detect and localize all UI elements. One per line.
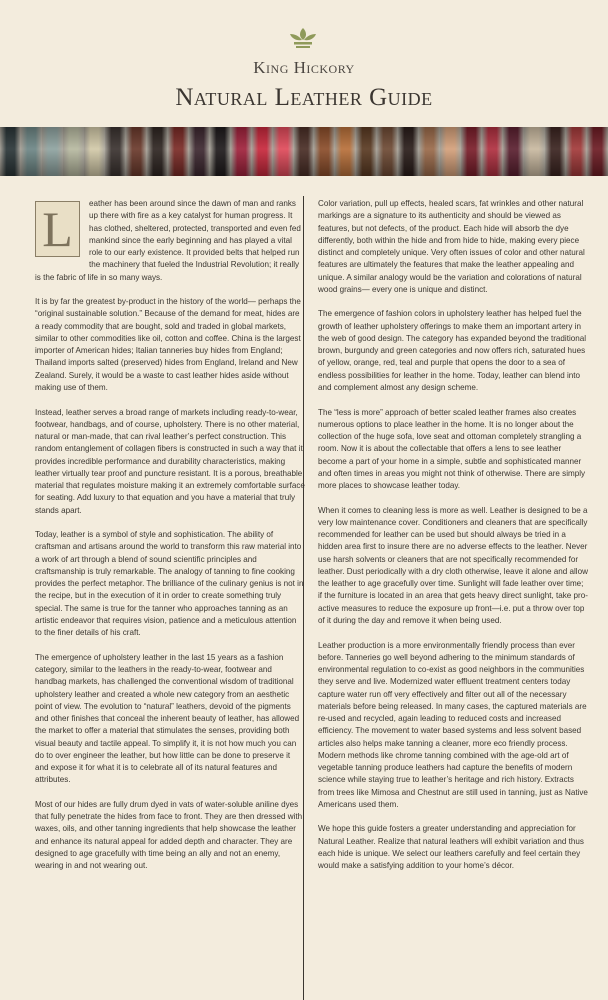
body-paragraph: The emergence of fashion colors in upholstery leather has helped fuel the growth of leather upholstery offerings to make them an important artery in the web of good design. The category has expanded beyond the traditional brown, burgundy and green categories and now offers rich, saturated hues of yellow, orange, red, teal and purple that opens the door to a sea of endless possibilities for leather in the home. Today, leather can blend into and complement almost any design scheme. — [318, 309, 587, 392]
leather-swatch — [587, 127, 608, 176]
leather-swatch — [356, 127, 377, 176]
intro-paragraph-text: eather has been around since the dawn of man and ranks up there with fire as a key catalyst for human progress. It has clothed, sheltered, protected, transported and even fed mankind since the early beginning and has played a vital role to our early existence. It provided belts that helped run the machinery that fueled the Industrial Revolution; it really is the fabric of life in so many ways. — [35, 199, 301, 282]
body-paragraph: Leather production is a more environmentally friendly process than ever before. Tanneries go well beyond adhering to the minimum standards of environmental regulation to co-exist as good neighbors in the communities they serve and live. Modernized water effluent treatment centers today capture water run off very effectively and filter out all of the necessary materials before being released. In many cases, the captured materials are re-used and recycled, again leading to reduced costs and increased efficiency. The movement to water based systems and less solvent based articles also helps make tanning a cleaner, more eco friendly process. Modern methods like chrome tanning combined with the age-old art of vegetable tanning produce leathers had capture the benefits of modern science while staying true to leather’s heritage and rich history. Extracts from trees like Mimosa and Chestnut are still used in tanning, just as Native Americans used them. — [318, 640, 588, 809]
leather-swatch — [294, 127, 314, 176]
body-paragraph: It is by far the greatest by-product in the history of the world— perhaps the “original sustainable solution.” Because of the demand for meat, hides are a ready commodity that are bought, sold and traded in global markets, similar to other commodities like oil, cotton and coffee. China is the largest importer of American hides; Italian tanneries buy hides from England; Thailand imports salted (preserved) hides from England, Ireland and New Zealand. Surely, it would be a waste to cast leather hides aside without making use of them. — [35, 297, 301, 392]
leather-swatch — [482, 127, 503, 176]
leather-swatch — [105, 127, 126, 176]
leaf-crown-icon — [287, 26, 319, 52]
leather-swatch — [168, 127, 189, 176]
right-column — [318, 198, 588, 885]
leather-swatch — [440, 127, 461, 176]
leather-swatch — [566, 127, 587, 176]
leather-swatch — [545, 127, 566, 176]
leather-swatch — [0, 127, 21, 176]
left-column — [35, 198, 305, 885]
body-paragraph: Today, leather is a symbol of style and sophistication. The ability of craftsman and artisans around the world to transform this raw material into a work of art through a blend of sound scientific principles and craftsmanship is truly remarkable. The analogy of tanning to fine cooking provides the perfect metaphor. The brilliance of the culinary genius is not in the recipe, but in the execution of it in order to create something truly special. The same is true for the tanner who approaches tanning as an artistic endeavor that requires vision, patience and a meticulous attention to the finer details of his craft. — [35, 530, 304, 638]
body-paragraph: Most of our hides are fully drum dyed in vats of water-soluble aniline dyes that fully penetrate the hides from face to front. They are then dressed with waxes, oils, and other tanning ingredients that help showcase the leather and enhance its natural appeal for added depth and character. They are designed to age gracefully with time being an ally and not an enemy, wearing in and not wearing out. — [35, 799, 303, 871]
leather-swatch — [377, 127, 398, 176]
leather-swatch — [84, 127, 105, 176]
leather-swatch — [21, 127, 42, 176]
leather-swatch — [335, 127, 356, 176]
body-paragraph: The emergence of upholstery leather in the last 15 years as a fashion category, similar to the leathers in the ready-to-wear, footwear and handbag markets, has challenged the conventional wisdom of traditional upholstery leather and created a whole new category from an aesthetic point of view. The evolution to “natural” leathers, devoid of the pigments and other finishes that conceal the inherent beauty of leather, has allowed the market to offer a material that stimulates the senses, providing both visual beauty and tactile appeal. To simplify it, it is not how much you can do to over engineer the leather, but how little can be done to preserve it and expose it for what it is to celebrate all of its natural features and attributes. — [35, 652, 300, 785]
leather-swatch — [189, 127, 210, 176]
leather-swatch — [252, 127, 273, 176]
leather-swatch — [461, 127, 482, 176]
body-paragraph: Instead, leather serves a broad range of markets including ready-to-wear, footwear, handbags, and of course, upholstery. There is no other material, natural or man-made, that can rival leather’s perfect construction. This random entanglement of collagen fibers is constructed in such a way that it provides incredible performance and durability characteristics, making leather virtually tear proof and puncture resistant. It is a porous, breathable material that regulates moisture making it an extremely comfortable surface for seating. Add luxury to that equation and you have a material that truly stands apart. — [35, 407, 305, 515]
leather-swatch — [398, 127, 419, 176]
body-paragraph: We hope this guide fosters a greater understanding and appreciation for Natural Leather. Realize that natural leathers will exhibit variation and thus each hide is unique. We select our leathers carefully and feel certain they would make a satisfying addition to your home’s décor. — [318, 824, 584, 871]
leather-swatch — [503, 127, 524, 176]
leather-swatch — [147, 127, 168, 176]
leather-swatch-band — [0, 127, 608, 176]
drop-cap: L — [35, 201, 80, 257]
leather-swatch — [63, 127, 84, 176]
leather-swatch — [231, 127, 252, 176]
leather-swatch — [210, 127, 231, 176]
leather-swatch — [42, 127, 63, 176]
leather-swatch — [314, 127, 335, 176]
header — [0, 0, 608, 126]
body-paragraph: The “less is more” approach of better scaled leather frames also creates numerous options to place leather in the home. It is no longer about the collection of the huge sofa, love seat and ottoman completely strangling a room. Now it is about the collectable that offers a lens to see leather become a part of your home in a simple, subtle and sophisticated manner and often times in areas you might not think of otherwise. There are simply more places to showcase leather today. — [318, 407, 586, 491]
page-title: Natural Leather Guide — [175, 84, 433, 111]
leather-swatch — [126, 127, 147, 176]
leather-swatch — [419, 127, 440, 176]
body-paragraph: When it comes to cleaning less is more as well. Leather is designed to be a very low maintenance cover. Conditioners and cleaners that are specifically recommended for leather can be used but should always be tried in a hidden area first to insure there are no adverse effects to the leather. Never use harsh solvents or cleaners that are not specifically recommended for leather. Dust periodically with a dry cloth otherwise, leave it alone and allow the leather to age gracefully over time. Sunlight will fade leather over time; if the furniture is located in an area that gets heavy direct sunlight, take pro-active measures to reduce the exposure up front—i.e. put a throw over top of it during the day and remove it when being used. — [318, 505, 588, 625]
brand-name: King Hickory — [253, 58, 355, 77]
body-paragraph: Color variation, pull up effects, healed scars, fat wrinkles and other natural markings are a signature to its authenticity and should be viewed as features, but not defects, of the product. Each hide will absorb the dye differently, both within the hide and from hide to hide, making every piece distinct and completely unique. Very often issues of color and other natural features are ultimately the features that make the leather appealing and unique. A similar analogy would be the variation and colorations of natural wood grains— every one is unique and distinct. — [318, 199, 585, 294]
leather-swatch — [524, 127, 545, 176]
leather-swatch — [273, 127, 294, 176]
intro-paragraph — [35, 198, 305, 284]
